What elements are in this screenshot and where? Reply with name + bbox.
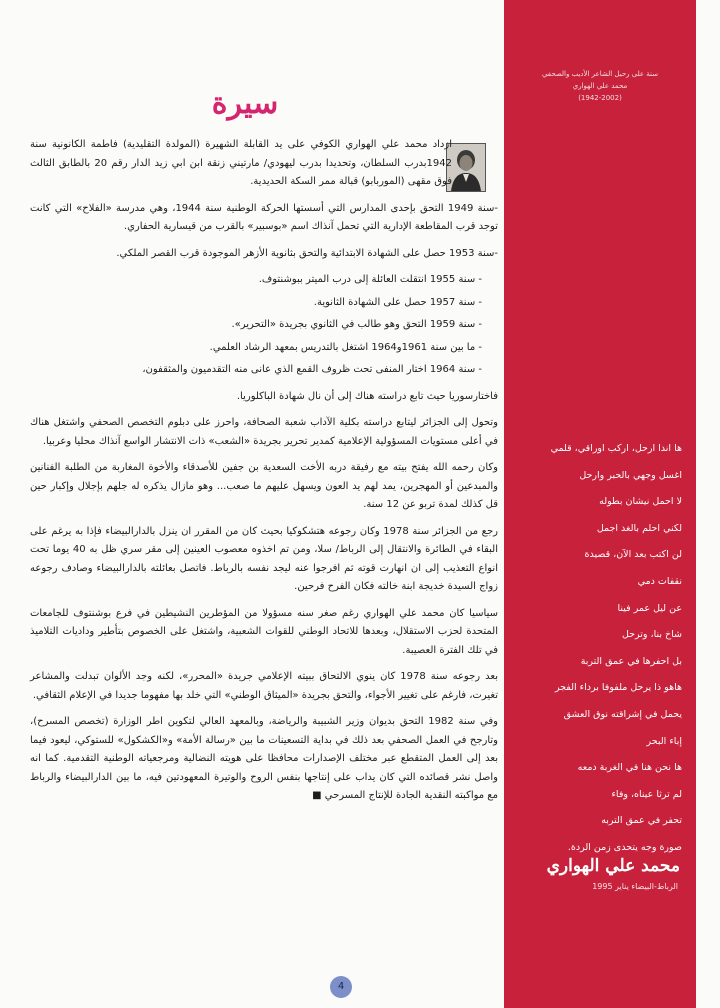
bio-paragraph: -سنة 1953 حصل على الشهادة الابتدائية والتحق بثانوية الأزهر الموجودة قرب القصر الملكي. bbox=[116, 247, 498, 259]
bio-paragraph: وتحول إلى الجزائر ليتابع دراسته بكلية الآداب شعبة الصحافة، واحرز على دبلوم التخصص الصحفي واشتغل هناك في أعلى مستويات المسؤولية الإعلامية كمدير تحرير بجريدة «الشعب» ذات الانتشار الواسع آنذاك محليا وعربيا. bbox=[30, 417, 498, 447]
bio-paragraph: وفي سنة 1982 التحق بديوان وزير الشبيبة والرياضة، وبالمعهد العالي لتكوين اطر الوزارة (تخصص المسرح)، وتارجح في العمل الصحفي بعد ذلك في بداية التسعينات ما بين «رسالة الأمة» و«الكشكول» للستوكي، ليعود فيما بعد إلى العمل المتقطع عبر مختلف الإصدارات محافظا على هويته النضالية ومرجعياته الوطنية التقدمية. كما انه واصل نشر قصائده التي كان يداب على إنتاجها بنفس الروح والوتيرة المعهودتين فيه، ما بين الدارالبيضاء والرباط مع مواكبته النقدية الجادة للإنتاج المسرحي ■ bbox=[30, 716, 498, 801]
timeline-list bbox=[30, 271, 498, 380]
poem-line: لم ترثا عيناه، وفاء bbox=[611, 788, 682, 800]
poem bbox=[512, 436, 682, 862]
biography-text bbox=[30, 136, 498, 814]
poem-line: لا احمل نيشان بطوله bbox=[599, 496, 682, 508]
bio-paragraph: بعد رجوعه سنة 1978 كان ينوي الالتحاق ببيته الإعلامي جريدة «المحرر»، لكنه وجد الألوان تبدلت والمشاعر تغيرت، فارغم على تغيير الأجواء، والتحق بجريدة «الميثاق الوطني» التي خلد بها مفهوما جديدا في الإعلام الثقافي. bbox=[30, 671, 499, 701]
bio-paragraph: وكان رحمه الله يفتح بيته مع رفيقة دربه الأخت السعدية بن جفين للأصدقاء والأخوة المغاربة من الطلبة الفنانين والمبدعين أو المهجرين، يمد لهم يد العون ويسهل عليهم ما صعب... وهو مازال يذكره له جلهم بإجلال وإكبار حين قل كذلك لمدة تربو عن 12 سنة. bbox=[30, 462, 498, 510]
timeline-item: - سنة 1955 انتقلت العائلة إلى درب الميتر ببوشنتوف. bbox=[258, 274, 482, 285]
poem-line: إباء البحر bbox=[646, 735, 682, 747]
page-number: 4 bbox=[330, 976, 352, 998]
poem-line: اغسل وجهي بالحبر وارحل bbox=[579, 469, 682, 481]
page-title: سيرة bbox=[211, 86, 279, 121]
poem-line: لن اكتب بعد الآن، قصيدة bbox=[584, 549, 682, 561]
timeline-item: - سنة 1959 التحق وهو طالب في الثانوي بجريدة «التحرير». bbox=[231, 319, 482, 330]
red-sidebar bbox=[504, 0, 696, 1008]
sidebar-heading-line: (1942-2002) bbox=[578, 94, 622, 102]
poem-line: بل احفرها في عمق التربة bbox=[580, 655, 682, 667]
timeline-item: - ما بين سنة 1961و1964 اشتغل بالتدريس بمعهد الرشاد العلمي. bbox=[209, 341, 482, 353]
bio-paragraph: رجع من الجزائر سنة 1978 وكان رجوعه هتشكوكيا بحيث كان من المقرر ان ينزل بالدارالبيضاء فإذا به يرغم على البقاء في الطائرة والانتقال إلى الرباط/ سلا، ومن تم اخذوه معصوب العينين إلى مقر سري ظل به 40 يوما تحت انواع التعذيب إلى ان انهارت قوته ثم افرجوا عنه ليجد نفسه بالرباط. فاتصل بعائلته بالدارالبيضاء وصادف رجوعه زواج السيدة خديجة ابنة خالته فكان الفرح فرحين. bbox=[30, 525, 498, 592]
bio-paragraph: ازداد محمد علي الهواري الكوفي على يد القابلة الشهيرة (المولدة التقليدية) فاطمة الكانونية سنة 1942بدرب السلطان، وتحديدا بدرب ليهودي/ مارتيني زنقة ابن ابي زيد الدار رقم 20 بالطابق الثالث فوق مقهى (الموربابو) قبالة ممر السكة الحديدية. bbox=[30, 139, 452, 187]
timeline-item: - سنة 1964 اختار المنفى تحت ظروف القمع الذي عانى منه التقدميون والمثقفون، bbox=[142, 364, 482, 375]
sidebar-heading-line: سنة على رحيل الشاعر الأديب والصحفي bbox=[541, 70, 659, 78]
bio-paragraph: -سنة 1949 التحق بإحدى المدارس التي أسستها الحركة الوطنية سنة 1944، وهي مدرسة «الفلاح» التي كانت توجد قرب المقاطعة الإدارية التي تحمل آنذاك اسم «بوسبير» بالقرب من قيسارية الحفاري. bbox=[30, 202, 498, 232]
poem-line: هاهو ذا يرحل ملفوفا برداء الفجر bbox=[554, 682, 682, 694]
poem-line: صورة وجه يتحدى زمن الردة. bbox=[567, 841, 682, 853]
bio-paragraph: سياسيا كان محمد علي الهواري رغم صغر سنه مسؤولا من المؤطرين النشيطين في فرع بوشنتوف للجامعات المتحدة لحزب الاستقلال، وبعدها للاتحاد الوطني للقوات الشعبية، واشتغل على الخصوص بتأطير وداديات التلاميذ في تلك الفترة العصيبة. bbox=[30, 607, 498, 656]
author-name: محمد علي الهواري bbox=[546, 856, 680, 876]
bio-paragraph: فاختارسوريا حيث تابع دراسته هناك إلى أن نال شهادة الباكلوريا. bbox=[236, 390, 498, 402]
poem-line: عن ليل عمر فينا bbox=[617, 602, 682, 614]
poem-line: لكني احلم بالغد اجمل bbox=[596, 522, 682, 534]
sidebar-heading-line: محمد علي الهواري bbox=[572, 82, 628, 90]
sidebar-heading bbox=[504, 68, 696, 104]
poem-line: يحمل في إشراقته نوق العشق bbox=[563, 708, 682, 720]
poem-line: ها نحن هنا في الغربة دمعه bbox=[577, 762, 682, 774]
poem-place-date: الرباط-البيضاء يناير 1995 bbox=[592, 882, 678, 891]
poem-line: شاخ بنا، وترحل bbox=[621, 629, 682, 641]
poem-line: نقفات دمي bbox=[637, 575, 682, 587]
poem-line: ها اندا ارحل، اركب اوراقي، قلمي bbox=[550, 443, 682, 454]
timeline-item: - سنة 1957 حصل على الشهادة الثانوية. bbox=[313, 296, 482, 308]
poem-line: تحفر في عمق التربه bbox=[601, 815, 682, 827]
